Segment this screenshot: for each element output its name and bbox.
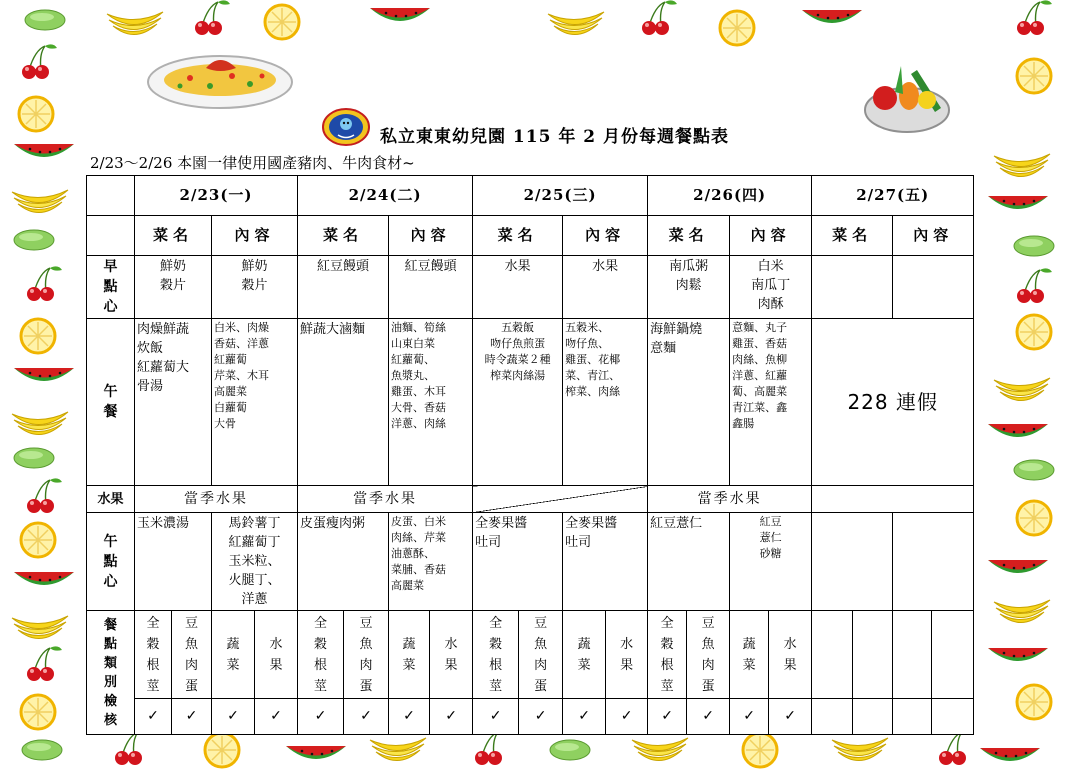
breakfast-content-thu: 白米 南瓜丁 肉酥 — [730, 256, 812, 319]
check-mark: ✓ — [344, 699, 389, 735]
food-group-protein: 豆魚肉蛋 — [519, 611, 563, 699]
breakfast-content-wed: 水果 — [563, 256, 648, 319]
content-header: 內容 — [893, 216, 974, 256]
content-header: 內容 — [212, 216, 298, 256]
menu-title: 私立東東幼兒園 115 年 2 月份每週餐點表 — [380, 127, 729, 147]
lunch-dish-wed: 五穀飯 吻仔魚煎蛋 時令蔬菜２種 榨菜肉絲湯 — [473, 319, 563, 486]
day-header-tue: 2/24(二) — [298, 176, 473, 216]
fruit-wed-empty — [473, 486, 648, 513]
corner-cell — [87, 176, 135, 216]
holiday-notice: 228 連假 — [812, 319, 974, 486]
food-group-fruit: 水果 — [769, 611, 812, 699]
breakfast-dish-wed: 水果 — [473, 256, 563, 319]
snack-content-wed: 全麥果醬 吐司 — [563, 513, 648, 611]
breakfast-content-fri — [893, 256, 974, 319]
food-group-vegetables: 蔬菜 — [212, 611, 255, 699]
content-header: 內容 — [389, 216, 473, 256]
snack-content-fri — [893, 513, 974, 611]
snack-dish-tue: 皮蛋瘦肉粥 — [298, 513, 389, 611]
fruit-row — [87, 486, 974, 513]
check-mark: ✓ — [255, 699, 298, 735]
dish-header: 菜名 — [812, 216, 893, 256]
day-header-thu: 2/26(四) — [648, 176, 812, 216]
check-mark: ✓ — [648, 699, 687, 735]
lunch-content-mon: 白米、肉燥 香菇、洋蔥 紅蘿蔔 芹菜、木耳 高麗菜 白蘿蔔 大骨 — [212, 319, 298, 486]
dish-header: 菜名 — [298, 216, 389, 256]
check-empty — [932, 699, 974, 735]
dish-header: 菜名 — [648, 216, 730, 256]
snack-label: 午點心 — [87, 513, 135, 611]
breakfast-content-mon: 鮮奶 穀片 — [212, 256, 298, 319]
food-group-protein: 豆魚肉蛋 — [687, 611, 730, 699]
food-group-grains: 全穀根莖 — [648, 611, 687, 699]
lunch-dish-thu: 海鮮鍋燒 意麵 — [648, 319, 730, 486]
fruit-label: 水果 — [87, 486, 135, 513]
dish-header: 菜名 — [473, 216, 563, 256]
check-mark: ✓ — [519, 699, 563, 735]
food-group-row — [87, 611, 974, 699]
food-group-fruit: 水果 — [606, 611, 648, 699]
check-empty — [853, 699, 893, 735]
column-header-row — [87, 216, 974, 256]
fruit-tue: 當季水果 — [298, 486, 473, 513]
breakfast-dish-fri — [812, 256, 893, 319]
day-header-row — [87, 176, 974, 216]
lunch-label: 午餐 — [87, 319, 135, 486]
food-group-empty — [932, 611, 974, 699]
lunch-row — [87, 319, 974, 486]
fruit-thu: 當季水果 — [648, 486, 812, 513]
food-group-empty — [853, 611, 893, 699]
day-header-wed: 2/25(三) — [473, 176, 648, 216]
food-group-grains: 全穀根莖 — [135, 611, 172, 699]
snack-content-mon: 馬鈴薯丁 紅蘿蔔丁 玉米粒、 火腿丁、 洋蔥 — [212, 513, 298, 611]
snack-dish-thu: 紅豆薏仁 — [648, 513, 730, 611]
lunch-content-wed: 五穀米、 吻仔魚、 雞蛋、花椰 菜、青江、 榨菜、肉絲 — [563, 319, 648, 486]
check-mark: ✓ — [687, 699, 730, 735]
check-mark: ✓ — [389, 699, 430, 735]
snack-content-tue: 皮蛋、白米 肉絲、芹菜 油蔥酥、 菜脯、香菇 高麗菜 — [389, 513, 473, 611]
snack-row — [87, 513, 974, 611]
check-mark: ✓ — [430, 699, 473, 735]
food-group-grains: 全穀根莖 — [298, 611, 344, 699]
food-group-empty — [893, 611, 932, 699]
food-group-vegetables: 蔬菜 — [389, 611, 430, 699]
food-group-protein: 豆魚肉蛋 — [344, 611, 389, 699]
check-mark: ✓ — [298, 699, 344, 735]
check-mark-row — [87, 699, 974, 735]
school-logo — [322, 108, 370, 146]
food-group-fruit: 水果 — [255, 611, 298, 699]
check-mark: ✓ — [473, 699, 519, 735]
breakfast-dish-tue: 紅豆饅頭 — [298, 256, 389, 319]
fruit-mon: 當季水果 — [135, 486, 298, 513]
food-group-vegetables: 蔬菜 — [563, 611, 606, 699]
breakfast-dish-mon: 鮮奶 穀片 — [135, 256, 212, 319]
breakfast-content-tue: 紅豆饅頭 — [389, 256, 473, 319]
day-header-fri: 2/27(五) — [812, 176, 974, 216]
fruit-fri-empty — [812, 486, 974, 513]
check-mark: ✓ — [172, 699, 212, 735]
food-group-vegetables: 蔬菜 — [730, 611, 769, 699]
food-group-grains: 全穀根莖 — [473, 611, 519, 699]
check-mark: ✓ — [606, 699, 648, 735]
check-mark: ✓ — [212, 699, 255, 735]
lunch-dish-tue: 鮮蔬大滷麵 — [298, 319, 389, 486]
breakfast-row — [87, 256, 974, 319]
day-header-mon: 2/23(一) — [135, 176, 298, 216]
snack-dish-mon: 玉米濃湯 — [135, 513, 212, 611]
breakfast-label: 早點心 — [87, 256, 135, 319]
meat-origin-notice: 2/23～2/26 本園一律使用國產豬肉、牛肉食材~ — [90, 154, 415, 172]
food-group-protein: 豆魚肉蛋 — [172, 611, 212, 699]
food-group-fruit: 水果 — [430, 611, 473, 699]
content-header: 內容 — [730, 216, 812, 256]
corner-cell-2 — [87, 216, 135, 256]
food-group-check-label: 餐點類別檢核 — [87, 611, 135, 735]
check-mark: ✓ — [730, 699, 769, 735]
check-mark: ✓ — [135, 699, 172, 735]
check-mark: ✓ — [769, 699, 812, 735]
breakfast-dish-thu: 南瓜粥 肉鬆 — [648, 256, 730, 319]
dish-header: 菜名 — [135, 216, 212, 256]
snack-dish-wed: 全麥果醬 吐司 — [473, 513, 563, 611]
check-empty — [812, 699, 853, 735]
weekly-menu-table — [86, 175, 974, 735]
lunch-content-thu: 意麵、丸子 雞蛋、香菇 肉絲、魚柳 洋蔥、紅蘿 蔔、高麗菜 青江菜、鑫 鑫腸 — [730, 319, 812, 486]
lunch-content-tue: 油麵、筍絲 山東白菜 紅蘿蔔、 魚漿丸、 雞蛋、木耳 大骨、香菇 洋蔥、肉絲 — [389, 319, 473, 486]
food-group-empty — [812, 611, 853, 699]
snack-dish-fri — [812, 513, 893, 611]
content-header: 內容 — [563, 216, 648, 256]
check-mark: ✓ — [563, 699, 606, 735]
snack-content-thu: 紅豆 薏仁 砂糖 — [730, 513, 812, 611]
lunch-dish-mon: 肉燥鮮蔬 炊飯 紅蘿蔔大 骨湯 — [135, 319, 212, 486]
check-empty — [893, 699, 932, 735]
